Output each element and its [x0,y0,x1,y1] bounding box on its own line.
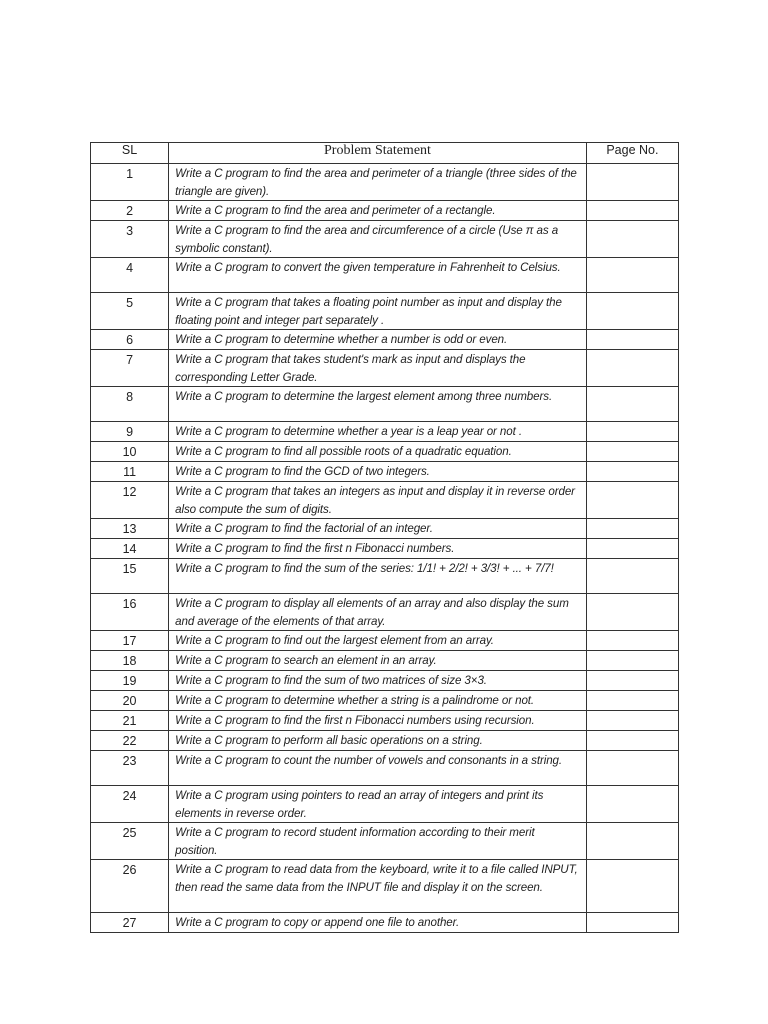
serial-number-cell: 16 [91,594,169,631]
serial-number-cell: 12 [91,482,169,519]
problem-statement-cell: Write a C program to determine whether a number is odd or even. [169,330,587,350]
page-number-cell [586,164,678,201]
page-number-cell [586,422,678,442]
table-row [91,258,679,293]
serial-number-cell: 27 [91,913,169,933]
serial-number-cell: 4 [91,258,169,293]
page-number-cell [586,519,678,539]
page-number-cell [586,913,678,933]
serial-number-cell: 7 [91,350,169,387]
serial-number-cell: 6 [91,330,169,350]
page-number-cell [586,823,678,860]
page-number-cell [586,221,678,258]
page-number-cell [586,330,678,350]
table-row [91,711,679,731]
problem-statement-cell: Write a C program to copy or append one file to another. [169,913,587,933]
problem-statement-cell: Write a C program to determine whether a string is a palindrome or not. [169,691,587,711]
table-row [91,442,679,462]
problem-statement-cell: Write a C program to find the area and perimeter of a triangle (three sides of the triangle are given). [169,164,587,201]
table-row [91,387,679,422]
page-number-cell [586,293,678,330]
problem-statement-cell: Write a C program to find all possible roots of a quadratic equation. [169,442,587,462]
page-number-cell [586,594,678,631]
problem-statement-cell: Write a C program that takes a floating point number as input and display the floating point and integer part separately . [169,293,587,330]
serial-number-cell: 13 [91,519,169,539]
page-number-cell [586,442,678,462]
table-row [91,594,679,631]
table-row [91,330,679,350]
table-row [91,751,679,786]
table-row [91,631,679,651]
page-number-cell [586,786,678,823]
table-row [91,559,679,594]
serial-number-cell: 24 [91,786,169,823]
page-number-cell [586,350,678,387]
problem-statement-cell: Write a C program to convert the given temperature in Fahrenheit to Celsius. [169,258,587,293]
problem-statement-cell: Write a C program to find the first n Fibonacci numbers using recursion. [169,711,587,731]
problem-statement-cell: Write a C program to record student information according to their merit position. [169,823,587,860]
problem-statement-cell: Write a C program to find the first n Fibonacci numbers. [169,539,587,559]
problem-statement-cell: Write a C program to find the area and perimeter of a rectangle. [169,201,587,221]
serial-number-cell: 14 [91,539,169,559]
problem-statement-cell: Write a C program using pointers to read an array of integers and print its elements in reverse order. [169,786,587,823]
table-row [91,482,679,519]
problem-table [90,142,679,933]
table-row [91,860,679,913]
page-number-cell [586,651,678,671]
header-row [91,143,679,164]
problem-statement-cell: Write a C program to find the area and circumference of a circle (Use π as a symbolic constant). [169,221,587,258]
table-row [91,731,679,751]
problem-statement-cell: Write a C program to read data from the keyboard, write it to a file called INPUT, then read the same data from the INPUT file and display it on the screen. [169,860,587,913]
page-number-cell [586,691,678,711]
page-number-cell [586,462,678,482]
header-page-no: Page No. [586,143,678,164]
page-number-cell [586,631,678,651]
problem-statement-cell: Write a C program to display all elements of an array and also display the sum and average of the elements of that array. [169,594,587,631]
table-row [91,164,679,201]
table-row [91,293,679,330]
problem-statement-cell: Write a C program to find the sum of two matrices of size 3×3. [169,671,587,691]
problem-statement-cell: Write a C program to count the number of vowels and consonants in a string. [169,751,587,786]
serial-number-cell: 20 [91,691,169,711]
serial-number-cell: 15 [91,559,169,594]
table-row [91,786,679,823]
table-body [91,164,679,933]
problem-statement-cell: Write a C program to find the GCD of two integers. [169,462,587,482]
table-row [91,519,679,539]
serial-number-cell: 17 [91,631,169,651]
serial-number-cell: 3 [91,221,169,258]
serial-number-cell: 5 [91,293,169,330]
serial-number-cell: 25 [91,823,169,860]
page-number-cell [586,559,678,594]
serial-number-cell: 10 [91,442,169,462]
table-row [91,539,679,559]
page-number-cell [586,671,678,691]
page-number-cell [586,711,678,731]
table-row [91,671,679,691]
serial-number-cell: 21 [91,711,169,731]
page-number-cell [586,751,678,786]
serial-number-cell: 1 [91,164,169,201]
serial-number-cell: 2 [91,201,169,221]
page-number-cell [586,387,678,422]
serial-number-cell: 9 [91,422,169,442]
serial-number-cell: 8 [91,387,169,422]
problem-statement-cell: Write a C program to find out the largest element from an array. [169,631,587,651]
table-row [91,221,679,258]
table-row [91,462,679,482]
problem-statement-cell: Write a C program that takes an integers as input and display it in reverse order also compute the sum of digits. [169,482,587,519]
table-row [91,422,679,442]
problem-statement-cell: Write a C program to perform all basic operations on a string. [169,731,587,751]
problem-statement-cell: Write a C program that takes student's mark as input and displays the corresponding Letter Grade. [169,350,587,387]
problem-statement-cell: Write a C program to determine whether a year is a leap year or not . [169,422,587,442]
header-sl: SL [91,143,169,164]
serial-number-cell: 23 [91,751,169,786]
table-row [91,913,679,933]
serial-number-cell: 11 [91,462,169,482]
page-number-cell [586,201,678,221]
page-number-cell [586,860,678,913]
page-number-cell [586,539,678,559]
serial-number-cell: 19 [91,671,169,691]
page-number-cell [586,482,678,519]
serial-number-cell: 26 [91,860,169,913]
page-number-cell [586,258,678,293]
problem-statement-cell: Write a C program to search an element in an array. [169,651,587,671]
problem-statement-cell: Write a C program to determine the largest element among three numbers. [169,387,587,422]
page-number-cell [586,731,678,751]
serial-number-cell: 18 [91,651,169,671]
problem-statement-cell: Write a C program to find the sum of the series: 1/1! + 2/2! + 3/3! + ... + 7/7! [169,559,587,594]
table-row [91,201,679,221]
table-row [91,350,679,387]
serial-number-cell: 22 [91,731,169,751]
table-row [91,691,679,711]
header-problem-statement: Problem Statement [169,143,587,164]
table-row [91,823,679,860]
table-row [91,651,679,671]
problem-statement-cell: Write a C program to find the factorial of an integer. [169,519,587,539]
